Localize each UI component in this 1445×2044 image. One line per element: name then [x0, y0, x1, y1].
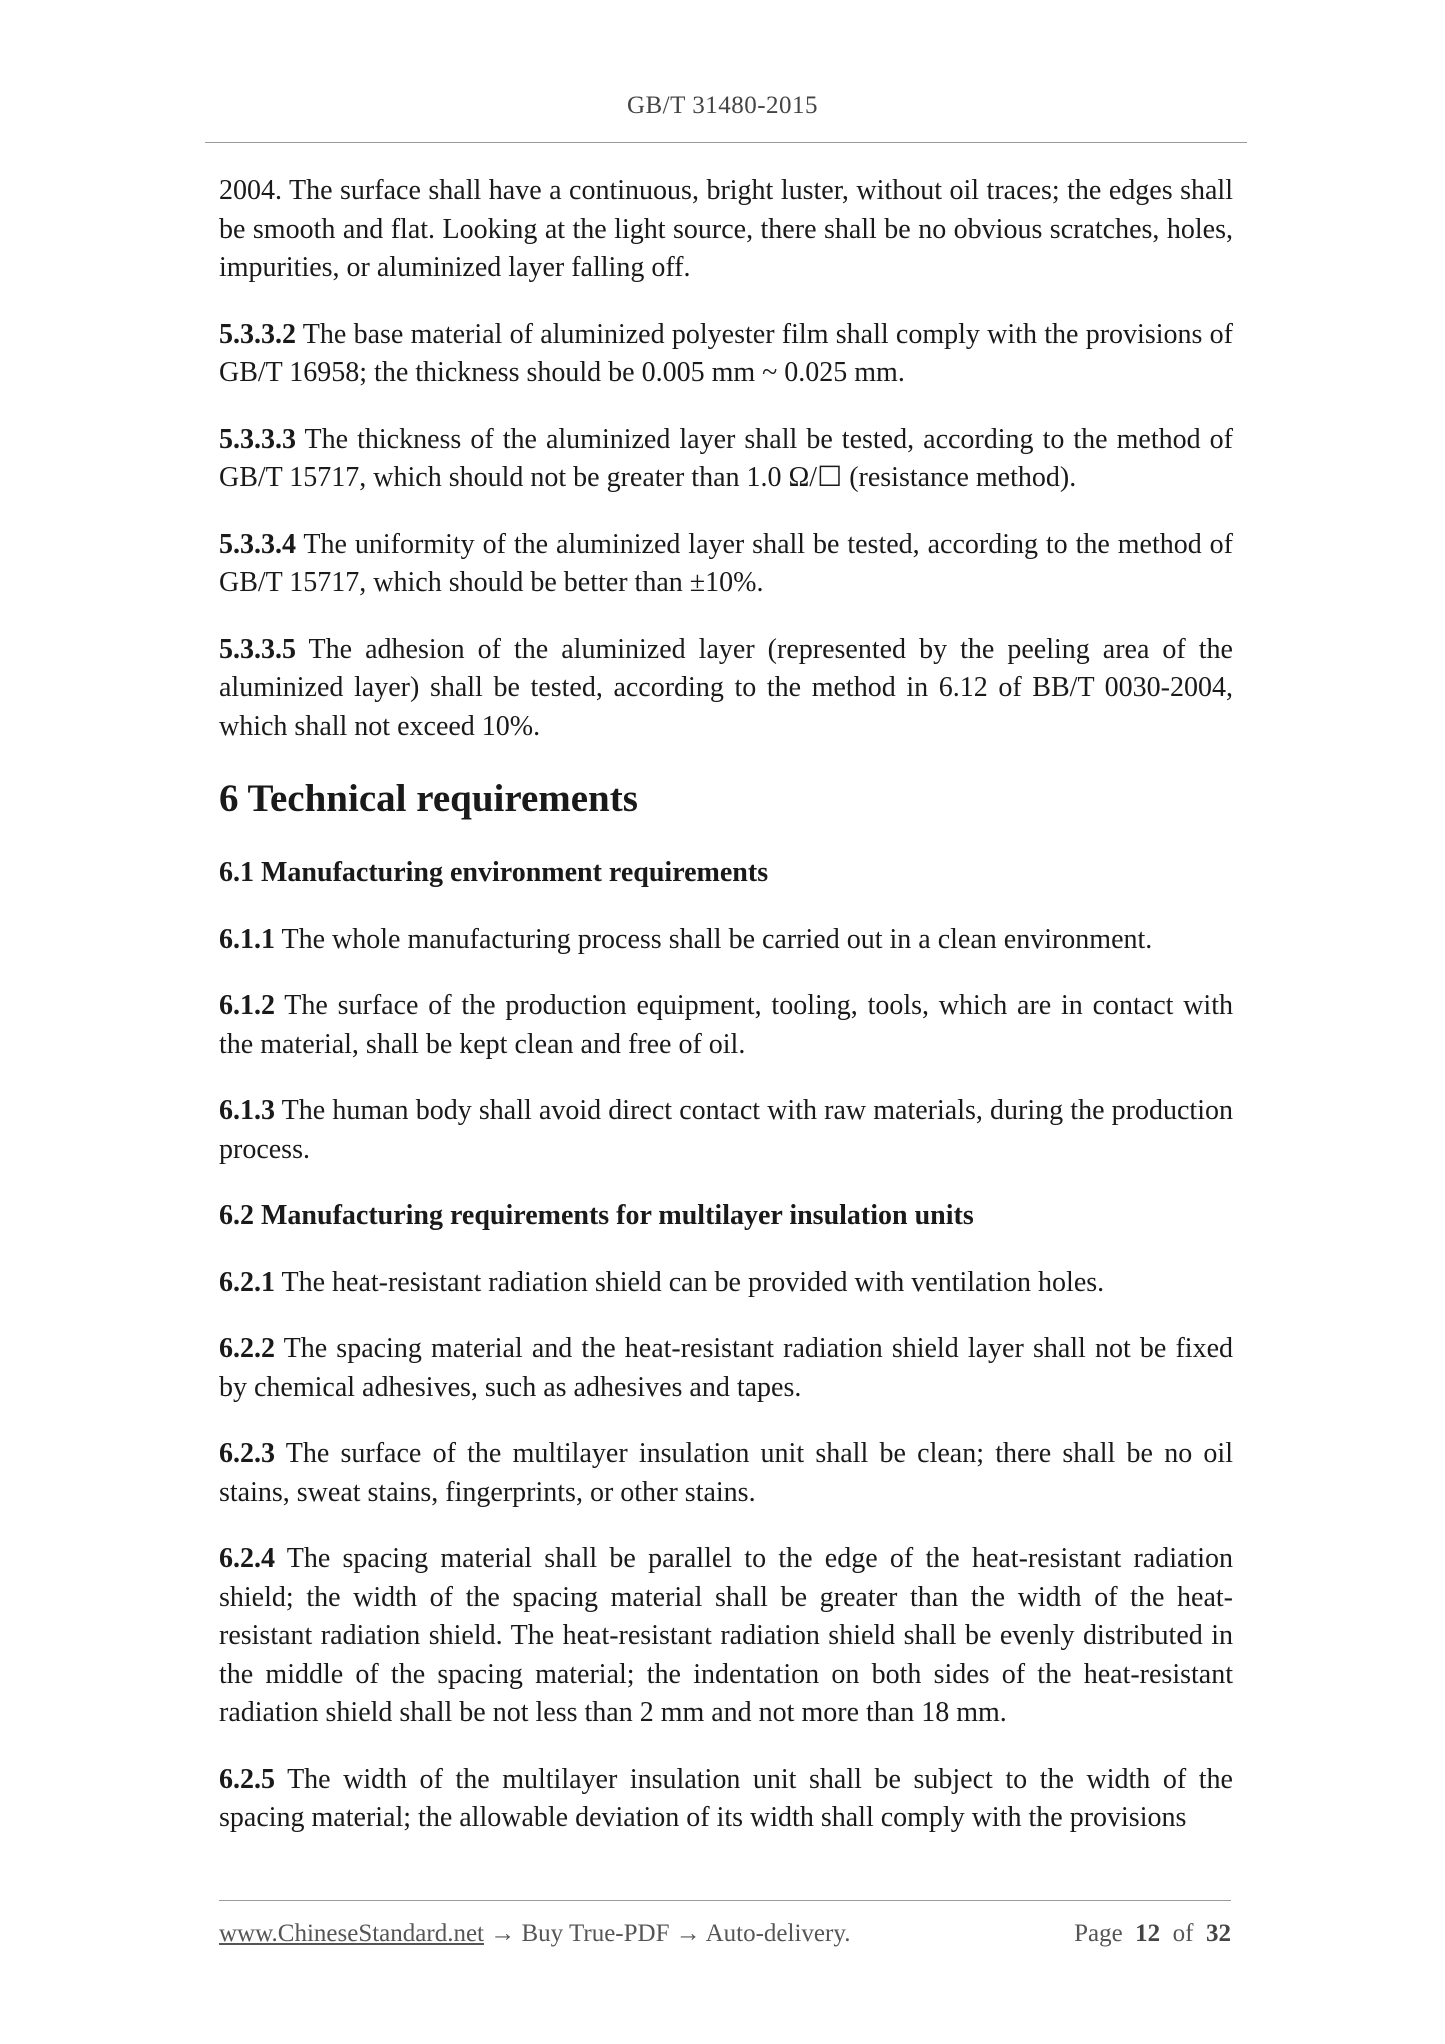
clause-number: 6.2.3 [219, 1438, 275, 1469]
clause-6-2-3 [219, 1435, 1233, 1512]
clause-text: The surface of the multilayer insulation unit shall be clean; there shall be no oil stains, sweat stains, fingerprints, or other stains. [219, 1438, 1233, 1508]
clause-text: The width of the multilayer insulation unit shall be subject to the width of the spacing material; the allowable deviation of its width shall comply with the provisions [219, 1763, 1233, 1833]
clause-number: 6.1.2 [219, 990, 275, 1021]
clause-text: The whole manufacturing process shall be carried out in a clean environment. [275, 923, 1153, 955]
clause-number: 6.2.4 [219, 1543, 275, 1574]
clause-number: 6.2.2 [219, 1333, 275, 1364]
footer-divider [219, 1900, 1231, 1901]
clause-6-2-5 [219, 1761, 1233, 1838]
website-link[interactable]: www.ChineseStandard.net [219, 1920, 484, 1947]
clause-6-2-1 [219, 1264, 1233, 1303]
clause-6-2-2 [219, 1330, 1233, 1407]
arrow-right-icon: → [669, 1920, 706, 1947]
clause-text: The adhesion of the aluminized layer (represented by the peeling area of the aluminized layer) shall be tested, according to the method in 6.12 of BB/T 0030-2004, which shall not exceed 10%. [219, 633, 1233, 742]
arrow-right-icon: → [484, 1920, 522, 1947]
page-current: 12 [1135, 1920, 1161, 1947]
clause-text: The uniformity of the aluminized layer shall be tested, according to the method of GB/T 15717, which should be better than ±10%. [219, 528, 1233, 598]
section-heading-6: 6 Technical requirements [219, 777, 638, 820]
clause-number: 5.3.3.4 [219, 528, 296, 560]
subsection-heading-6-1: 6.1 Manufacturing environment requirements [219, 857, 769, 888]
document-body [219, 172, 1233, 1866]
clause-5-3-3-4 [219, 526, 1233, 603]
page-total: 32 [1206, 1920, 1231, 1947]
clause-number: 6.2.1 [219, 1266, 275, 1298]
footer-promo [219, 1920, 850, 1948]
clause-5-3-3-3 [219, 421, 1233, 498]
clause-text: The heat-resistant radiation shield can be provided with ventilation holes. [275, 1266, 1105, 1298]
clause-number: 5.3.3.3 [219, 423, 296, 455]
page-footer [219, 1920, 1231, 1960]
clause-number: 6.1.1 [219, 923, 275, 955]
clause-6-2-4 [219, 1540, 1233, 1733]
clause-6-1-2 [219, 987, 1233, 1064]
clause-text: The spacing material and the heat-resistant radiation shield layer shall not be fixed by chemical adhesives, such as adhesives and tapes. [219, 1333, 1233, 1403]
clause-number: 5.3.3.2 [219, 318, 296, 350]
clause-number: 6.2.5 [219, 1763, 275, 1795]
clause-5-3-3-5 [219, 631, 1233, 747]
page-label: Page [1074, 1920, 1123, 1947]
clause-6-1-3 [219, 1092, 1233, 1169]
paragraph-continuation [219, 172, 1233, 288]
buy-pdf-text: Buy True-PDF [521, 1920, 670, 1947]
clause-6-1-1 [219, 921, 1233, 960]
page-number [1074, 1920, 1231, 1948]
paragraph-text: 2004. The surface shall have a continuous, bright luster, without oil traces; the edges shall be smooth and flat. Looking at the light source, there shall be no obvious scratches, holes, impurities, or aluminized layer falling off. [219, 175, 1233, 283]
subsection-heading-6-2: 6.2 Manufacturing requirements for multilayer insulation units [219, 1200, 974, 1231]
clause-text: The thickness of the aluminized layer shall be tested, according to the method of GB/T 15717, which should not be greater than 1.0 Ω/☐ (resistance method). [219, 423, 1233, 493]
clause-number: 5.3.3.5 [219, 633, 296, 665]
clause-text: The base material of aluminized polyester film shall comply with the provisions of GB/T 16958; the thickness should be 0.005 mm ~ 0.025 mm. [219, 318, 1233, 388]
clause-number: 6.1.3 [219, 1095, 275, 1126]
clause-text: The human body shall avoid direct contact with raw materials, during the production process. [219, 1095, 1233, 1165]
page-of: of [1172, 1920, 1194, 1947]
page-header-title: GB/T 31480-2015 [626, 92, 819, 119]
auto-delivery-text: Auto-delivery. [705, 1920, 851, 1947]
header-divider [205, 142, 1247, 143]
clause-text: The spacing material shall be parallel to the edge of the heat-resistant radiation shield; the width of the spacing material shall be greater than the width of the heat-resistant radiation shield. The heat-resistant radiation shield shall be evenly distributed in the middle of the spacing material; the indentation on both sides of the heat-resistant radiation shield shall be not less than 2 mm and not more than 18 mm. [219, 1543, 1233, 1728]
clause-5-3-3-2 [219, 316, 1233, 393]
clause-text: The surface of the production equipment, tooling, tools, which are in contact with the material, shall be kept clean and free of oil. [219, 990, 1233, 1060]
